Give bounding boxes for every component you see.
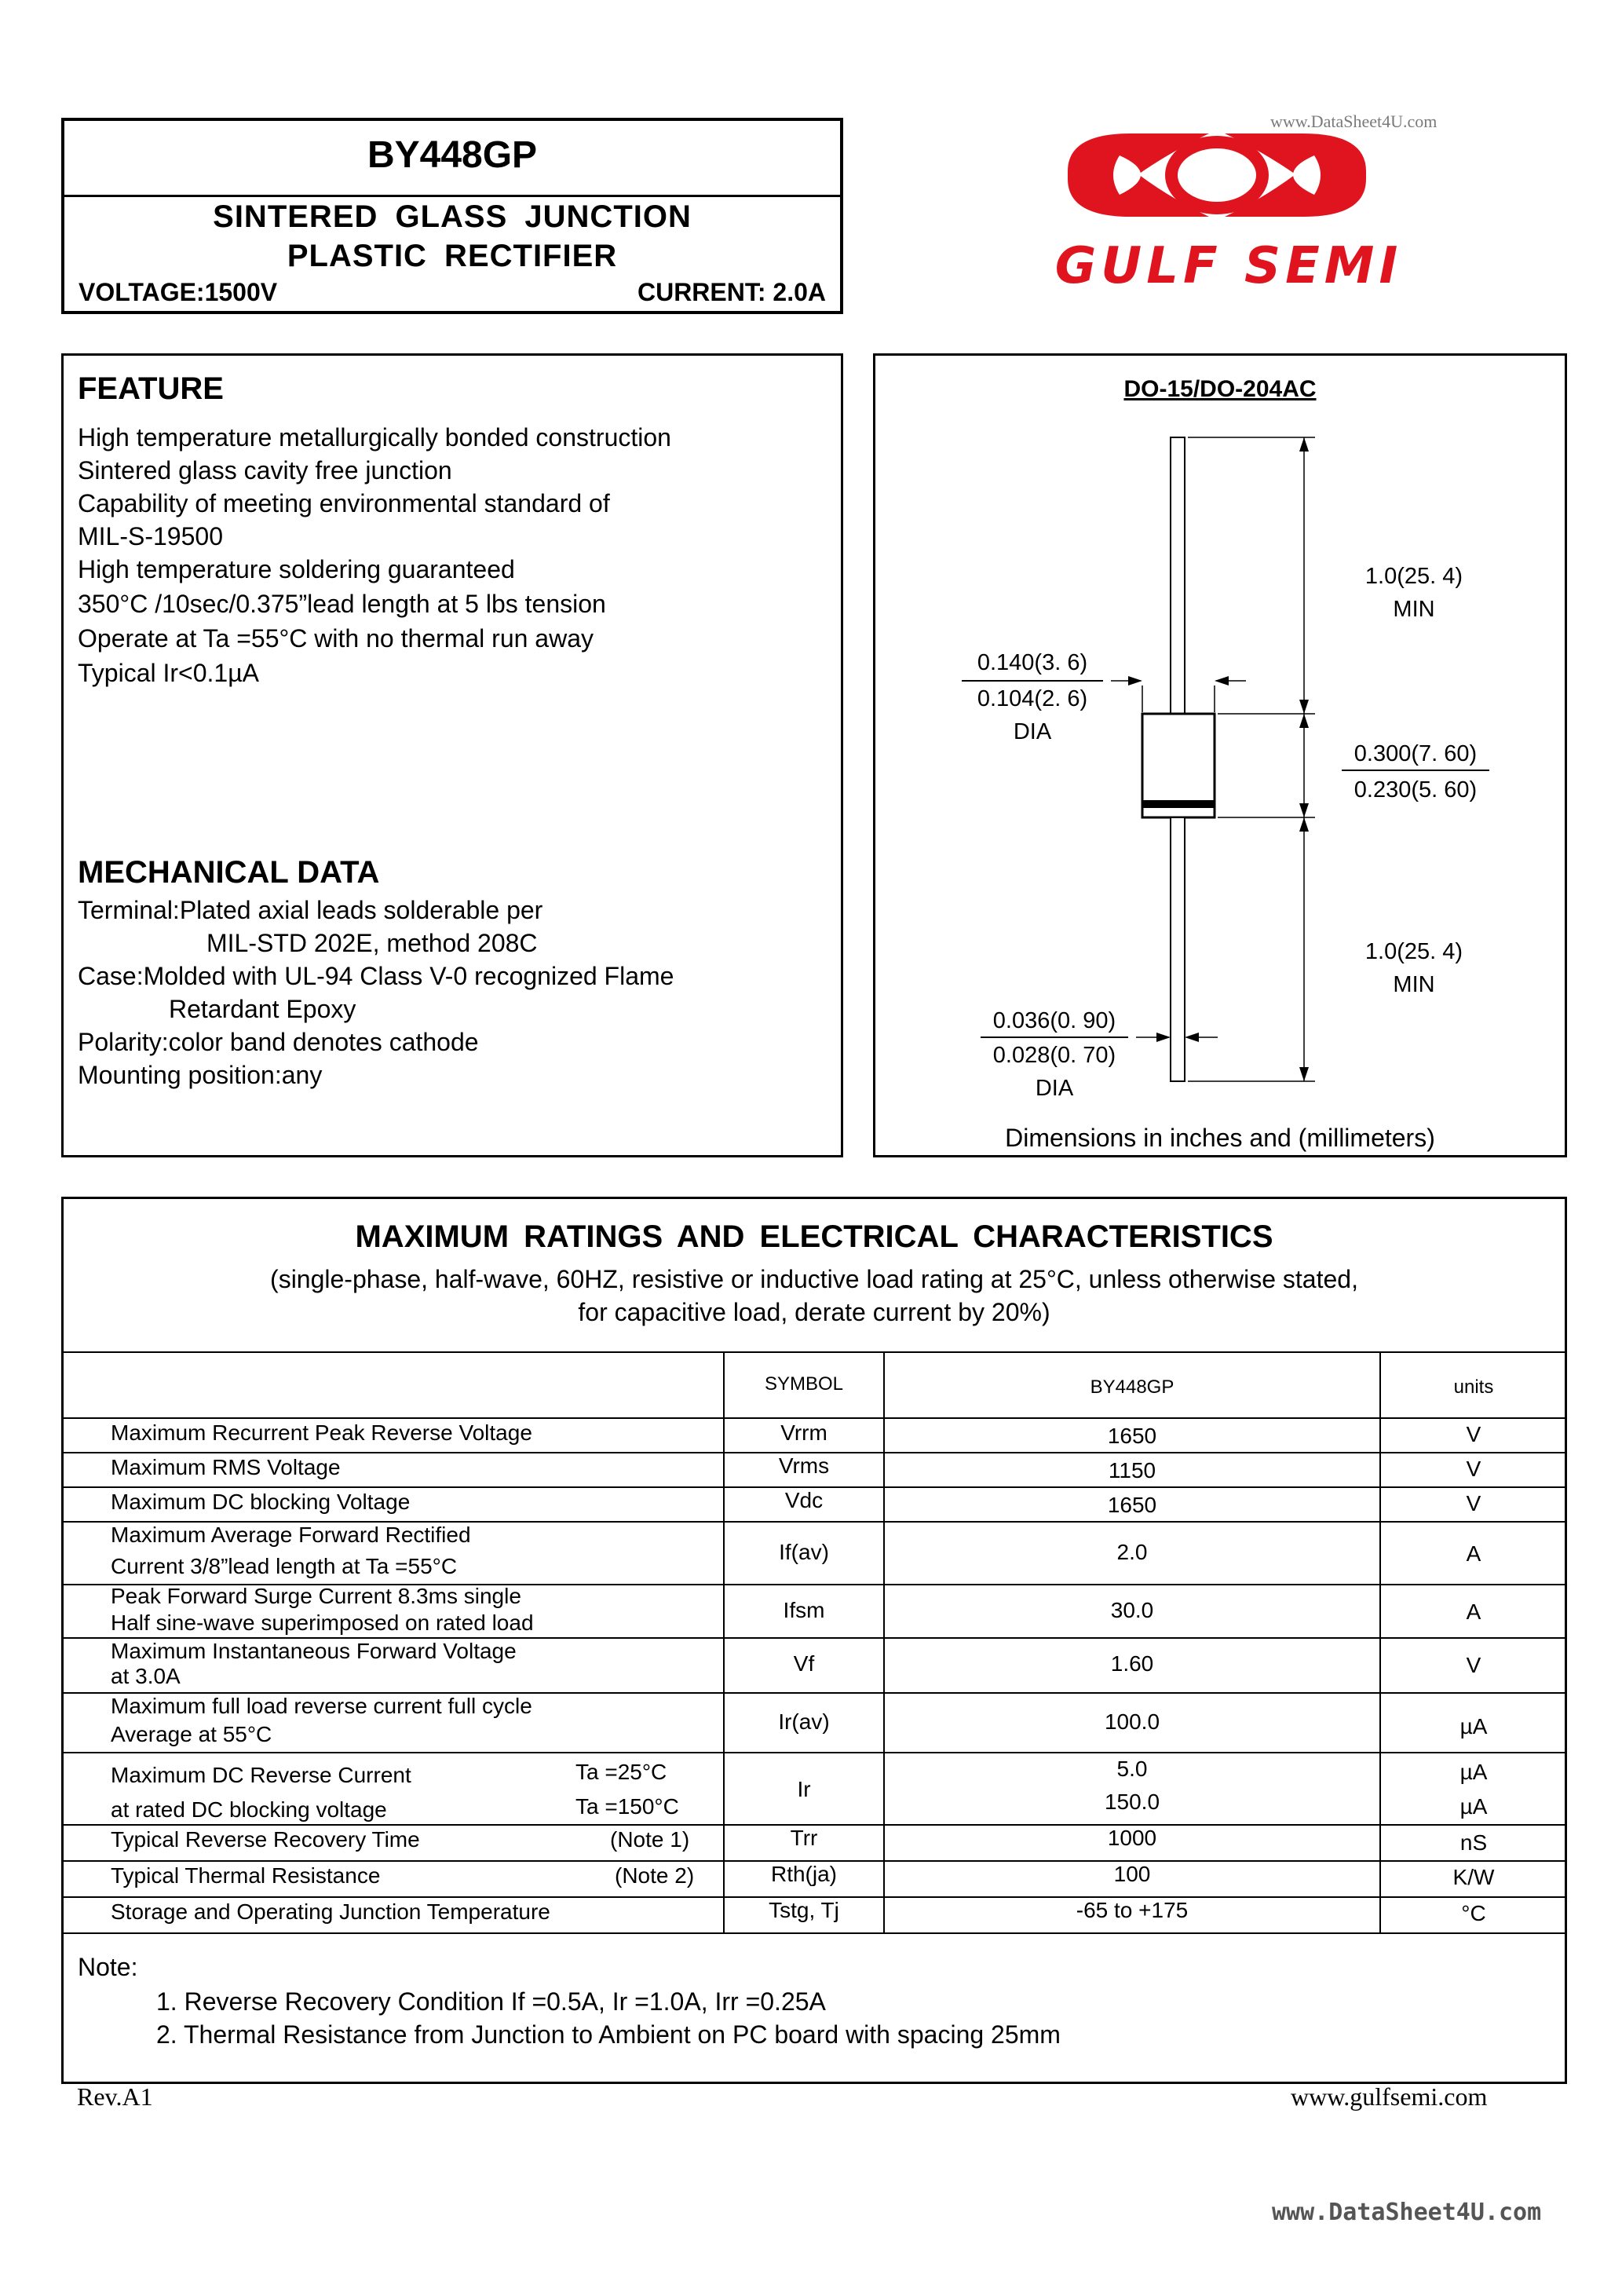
unit-cell: µA	[1459, 1760, 1488, 1784]
param-label: Maximum RMS Voltage	[111, 1455, 341, 1479]
website-label: www.gulfsemi.com	[1291, 2082, 1488, 2111]
table-rule	[64, 1417, 1565, 1419]
unit-cell: V	[1466, 1457, 1481, 1481]
body-dia-max: 0.140(3. 6)	[977, 650, 1088, 675]
unit-cell: V	[1466, 1422, 1481, 1446]
ratings-title: MAXIMUM RATINGS AND ELECTRICAL CHARACTERISTICS	[355, 1219, 1273, 1254]
logo-text: GULF SEMI	[1054, 237, 1403, 295]
title-divider	[64, 195, 840, 197]
symbol-cell: Trr	[790, 1826, 818, 1850]
param-condition: Ta =25°C	[575, 1760, 667, 1784]
param-condition: Ta =150°C	[575, 1794, 679, 1819]
unit-cell: V	[1466, 1491, 1481, 1515]
feature-line: High temperature metallurgically bonded construction	[78, 423, 671, 452]
table-rule	[64, 1351, 1565, 1353]
watermark-top: www.DataSheet4U.com	[1270, 112, 1438, 131]
value-cell: 1000	[1107, 1826, 1157, 1850]
mechanical-line: Terminal:Plated axial leads solderable per	[78, 896, 543, 924]
value-cell: 5.0	[1116, 1757, 1148, 1781]
param-label: Storage and Operating Junction Temperature	[111, 1899, 550, 1924]
feature-line: Typical Ir<0.1µA	[78, 659, 259, 687]
param-label: Half sine-wave superimposed on rated load	[111, 1610, 534, 1635]
ratings-subtitle-2: for capacitive load, derate current by 20%)	[578, 1298, 1050, 1326]
package-title: DO-15/DO-204AC	[1123, 376, 1317, 402]
current-rating: CURRENT: 2.0A	[637, 278, 826, 306]
feature-line: Sintered glass cavity free junction	[78, 456, 452, 484]
value-cell: 1650	[1107, 1424, 1157, 1448]
feature-line: MIL-S-19500	[78, 522, 223, 550]
package-outline-diagram	[875, 356, 1565, 1155]
body-length-min: 0.230(5. 60)	[1353, 777, 1478, 803]
unit-cell: A	[1466, 1600, 1481, 1624]
lead-dia-min: 0.028(0. 70)	[992, 1043, 1116, 1068]
value-cell: 100	[1113, 1862, 1151, 1886]
unit-cell: K/W	[1452, 1865, 1495, 1889]
unit-cell: V	[1466, 1653, 1481, 1677]
feature-line: 350°C /10sec/0.375”lead length at 5 lbs tension	[78, 590, 606, 618]
body-length-max: 0.300(7. 60)	[1353, 741, 1478, 766]
symbol-cell: Vdc	[784, 1488, 824, 1512]
ratings-table	[61, 1197, 1567, 2084]
value-cell: 1650	[1107, 1493, 1157, 1517]
note-line: 2. Thermal Resistance from Junction to Ambient on PC board with spacing 25mm	[156, 2020, 1061, 2049]
param-label: Average at 55°C	[111, 1722, 272, 1746]
lead-length-top-min: MIN	[1393, 597, 1435, 622]
body-dia-min: 0.104(2. 6)	[977, 686, 1088, 711]
symbol-cell: Vf	[793, 1651, 815, 1676]
part-number: BY448GP	[367, 134, 538, 176]
dimensions-caption: Dimensions in inches and (millimeters)	[1005, 1124, 1435, 1152]
value-cell: -65 to +175	[1076, 1898, 1189, 1922]
feature-heading: FEATURE	[78, 371, 224, 406]
value-cell: 100.0	[1104, 1709, 1160, 1734]
value-cell: 1.60	[1110, 1651, 1154, 1676]
param-label: at rated DC blocking voltage	[111, 1797, 387, 1822]
header-symbol: SYMBOL	[764, 1373, 844, 1395]
symbol-cell: Tstg, Tj	[769, 1898, 839, 1922]
symbol-cell: If(av)	[779, 1540, 829, 1564]
table-rule	[64, 1752, 1565, 1753]
mechanical-line: MIL-STD 202E, method 208C	[206, 929, 538, 957]
subtitle-line-2: PLASTIC RECTIFIER	[287, 239, 618, 273]
header-part: BY448GP	[1090, 1377, 1174, 1398]
param-label: Maximum DC blocking Voltage	[111, 1490, 411, 1514]
mechanical-line: Case:Molded with UL-94 Class V-0 recognized Flame	[78, 962, 674, 990]
body-dia-label: DIA	[1013, 719, 1052, 744]
param-label: Maximum DC Reverse Current	[111, 1763, 411, 1787]
mechanical-line: Polarity:color band denotes cathode	[78, 1028, 479, 1056]
param-label: Maximum full load reverse current full cycle	[111, 1694, 532, 1718]
lead-dia-max: 0.036(0. 90)	[992, 1008, 1116, 1033]
symbol-cell: Ir(av)	[778, 1709, 830, 1734]
mechanical-line: Retardant Epoxy	[169, 995, 356, 1023]
symbol-cell: Ifsm	[783, 1598, 825, 1622]
voltage-rating: VOLTAGE:1500V	[79, 278, 278, 306]
feature-line: Capability of meeting environmental standard of	[78, 489, 610, 517]
note-line: 1. Reverse Recovery Condition If =0.5A, Ir =1.0A, Irr =0.25A	[156, 1987, 826, 2016]
mechanical-line: Mounting position:any	[78, 1061, 323, 1089]
package-diagram-panel	[873, 353, 1567, 1157]
param-label: Maximum Instantaneous Forward Voltage	[111, 1639, 517, 1663]
param-label: Typical Thermal Resistance	[111, 1863, 381, 1888]
lead-length-bottom: 1.0(25. 4)	[1364, 939, 1463, 964]
value-cell: 2.0	[1116, 1540, 1148, 1564]
unit-cell: °C	[1461, 1901, 1486, 1925]
lead-length-top: 1.0(25. 4)	[1364, 564, 1463, 589]
symbol-cell: Ir	[797, 1777, 811, 1801]
header-units: units	[1453, 1377, 1494, 1398]
feature-line: High temperature soldering guaranteed	[78, 555, 515, 583]
unit-cell: nS	[1459, 1830, 1488, 1855]
unit-cell: µA	[1459, 1714, 1488, 1738]
feature-line: Operate at Ta =55°C with no thermal run away	[78, 624, 594, 653]
mechanical-heading: MECHANICAL DATA	[78, 855, 380, 890]
unit-cell: A	[1466, 1541, 1481, 1566]
lead-dia-label: DIA	[1035, 1076, 1074, 1101]
ratings-subtitle-1: (single-phase, half-wave, 60HZ, resistive or inductive load rating at 25°C, unless otherwise stated,	[270, 1265, 1358, 1293]
param-label: Maximum Recurrent Peak Reverse Voltage	[111, 1420, 532, 1445]
note-label: Note:	[78, 1953, 138, 1981]
param-note-ref: (Note 1)	[610, 1827, 690, 1852]
value-cell: 30.0	[1110, 1598, 1154, 1622]
param-label: Peak Forward Surge Current 8.3ms single	[111, 1584, 521, 1608]
feature-panel	[61, 353, 843, 1157]
subtitle-line-1: SINTERED GLASS JUNCTION	[213, 199, 692, 234]
param-label: at 3.0A	[111, 1664, 181, 1688]
value-cell: 1150	[1108, 1458, 1156, 1483]
param-label: Maximum Average Forward Rectified	[111, 1523, 471, 1547]
table-rule	[64, 1932, 1565, 1934]
lead-length-bottom-min: MIN	[1393, 972, 1435, 997]
symbol-cell: Rth(ja)	[770, 1862, 837, 1886]
title-block	[61, 118, 843, 314]
revision-label: Rev.A1	[77, 2082, 153, 2111]
param-note-ref: (Note 2)	[615, 1863, 695, 1888]
symbol-cell: Vrms	[778, 1453, 830, 1478]
symbol-cell: Vrrm	[780, 1420, 827, 1445]
watermark-bottom: www.DataSheet4U.com	[1272, 2199, 1542, 2226]
unit-cell: µA	[1459, 1794, 1488, 1819]
param-label: Typical Reverse Recovery Time	[111, 1827, 420, 1852]
param-label: Current 3/8”lead length at Ta =55°C	[111, 1554, 458, 1578]
value-cell: 150.0	[1104, 1790, 1160, 1814]
